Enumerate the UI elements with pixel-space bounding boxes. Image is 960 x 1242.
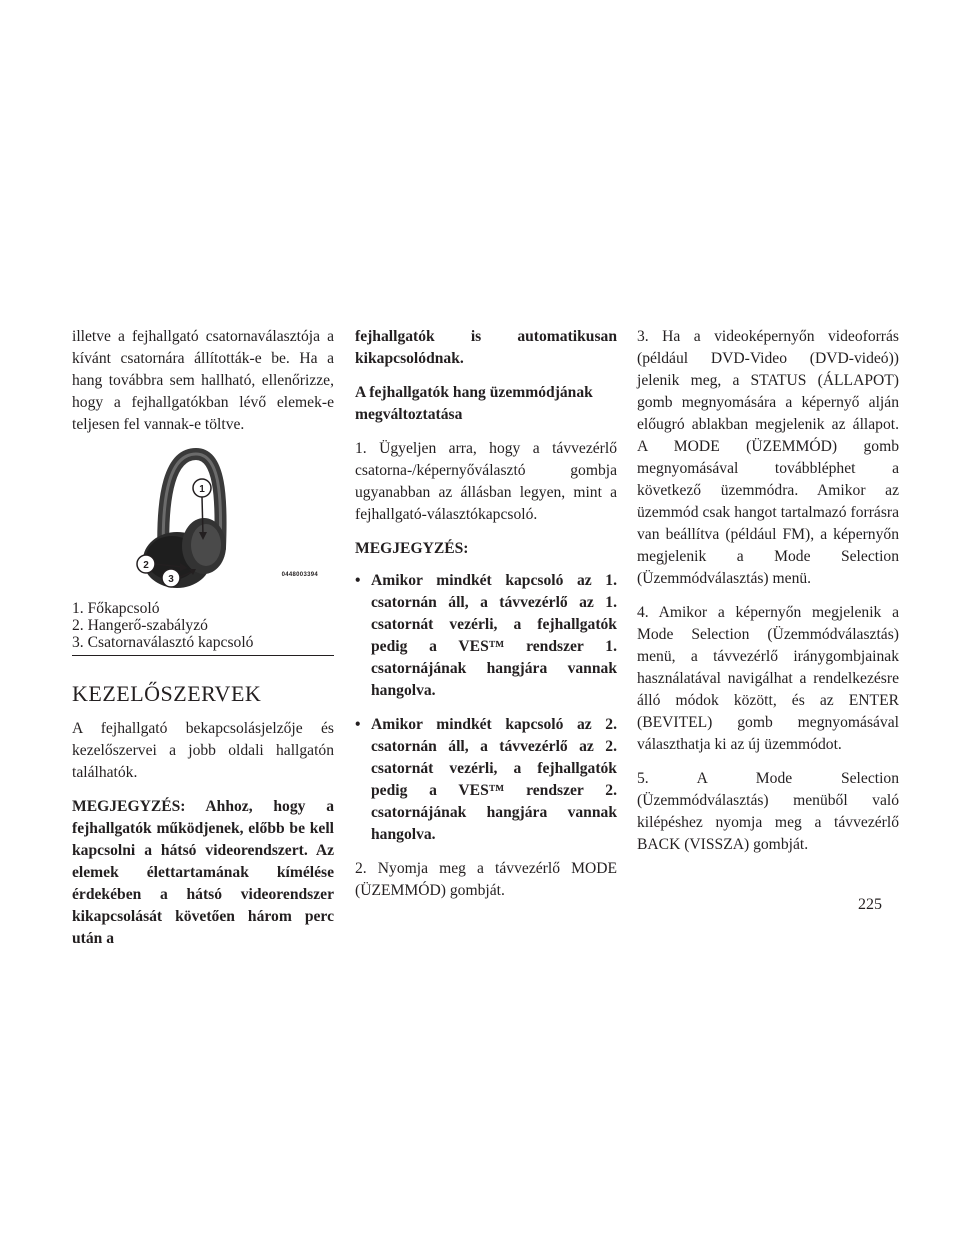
note-continuation: fejhallgatók is automatikusan kikapcsolódnak. <box>355 328 617 367</box>
bullet-text: Amikor mindkét kapcsoló az 1. csatornán áll, a távvezérlő az 1. csatornát vezérli, a fejhallgatók pedig a VES™ rendszer 1. csatornájának hangjára vannak hangolva. <box>371 572 617 699</box>
intro-paragraph: illetve a fejhallgató csatornaválasztója a kívánt csatornára állították-e be. Ha a hang továbbra sem hallható, ellenőrizze, hogy a fejhallgatókban lévő elemek-e teljesen fel vannak-e töltve. <box>72 328 334 433</box>
step-1-paragraph: 1. Ügyeljen arra, hogy a távvezérlő csatorna-/képernyőválasztó gombja ugyanabban az állásban legyen, mint a fejhallgató-választókapcsoló. <box>355 440 617 523</box>
column-left <box>72 326 334 950</box>
callout-3-label: 3 <box>168 574 174 585</box>
legend-item: 1. Főkapcsoló <box>72 600 160 617</box>
step-5-paragraph: 5. A Mode Selection (Üzemmódválasztás) menüből való kilépéshez nyomja meg a távvezérlő BACK (VISSZA) gombját. <box>637 770 899 853</box>
note-bullet-list <box>355 570 617 846</box>
note-title: MEGJEGYZÉS: <box>355 540 469 557</box>
section-title: KEZELŐSZERVEK <box>72 681 262 706</box>
figure-code: 0448003394 <box>281 572 318 578</box>
note-paragraph: MEGJEGYZÉS: Ahhoz, hogy a fejhallgatók működjenek, előbb be kell kapcsolni a hátsó videorendszert. Az elemek élettartamának kímélése érdekében a hátsó videorendszer kikapcsolását követően három perc után a <box>72 798 334 947</box>
bullet-text: Amikor mindkét kapcsoló az 2. csatornán áll, a távvezérlő az 2. csatornát vezérli, a fejhallgatók pedig a VES™ rendszer 2. csatornájának hangjára vannak hangolva. <box>371 716 617 843</box>
headphones-figure <box>72 448 318 588</box>
list-item <box>355 714 617 846</box>
section-paragraph: A fejhallgató bekapcsolásjelzője és kezelőszervei a jobb oldali hallgatón találhatók. <box>72 720 334 781</box>
column-middle <box>355 326 617 914</box>
step-2-paragraph: 2. Nyomja meg a távvezérlő MODE (ÜZEMMÓD) gombját. <box>355 860 617 899</box>
legend-item: 2. Hangerő-szabályzó <box>72 617 208 634</box>
bullet-marker: • <box>355 716 361 733</box>
bullet-marker: • <box>355 572 361 589</box>
callout-1-label: 1 <box>199 484 205 495</box>
step-3-paragraph: 3. Ha a videoképernyőn videoforrás (például DVD-Video (DVD-videó)) jelenik meg, a STATUS (ÁLLAPOT) gomb megnyomására a képernyő alján előugró ablakban megjelenik az állapot. A MODE (ÜZEMMÓD) gomb megnyomásával továbbléphet a következő üzemmódra. Amikor az üzemmód csak hangot tartalmazó forrásra van beállítva (például FM), a képernyőn megjelenik a Mode Selection (Üzemmódválasztás) menü. <box>637 328 899 587</box>
list-item <box>355 570 617 702</box>
subsection-heading: A fejhallgatók hang üzemmódjának megváltoztatása <box>355 384 593 423</box>
column-right <box>637 326 899 868</box>
callout-2-label: 2 <box>143 560 149 571</box>
step-4-paragraph: 4. Amikor a képernyőn megjelenik a Mode Selection (Üzemmódválasztás) menü, a távvezérlő iránygombjainak használatával navigálhat a rendelkezésre álló módok között, és az ENTER (BEVITEL) gomb megnyomásával választhatja ki az új üzemmódot. <box>637 604 899 753</box>
page-number: 225 <box>858 896 882 913</box>
figure-legend <box>72 600 334 656</box>
legend-item: 3. Csatornaválasztó kapcsoló <box>72 634 254 651</box>
